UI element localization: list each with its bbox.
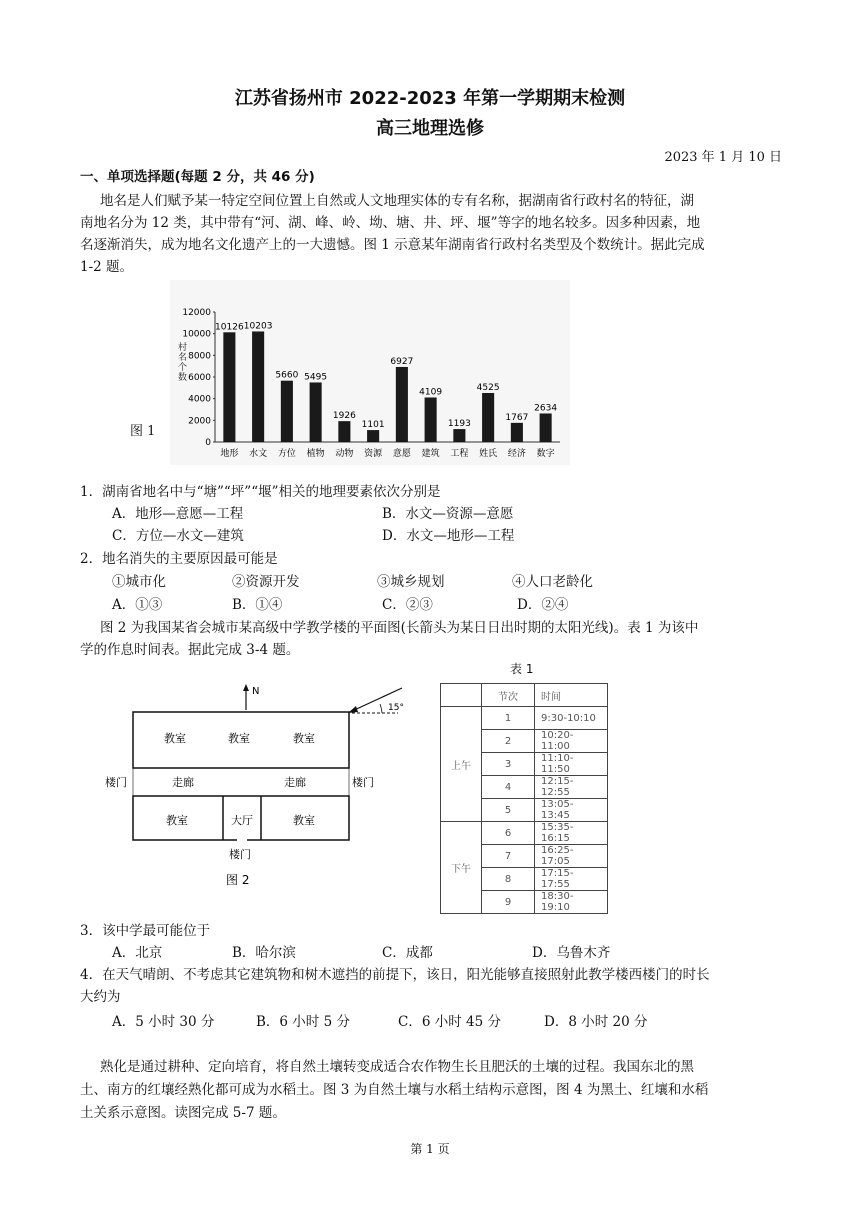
classroom-n2: 教室 (228, 732, 250, 745)
north-arrow-icon (243, 684, 249, 691)
bar-建筑 (425, 397, 437, 442)
q1-option-d[interactable]: D．水文—地形—工程 (382, 528, 515, 544)
stairs-south: 楼门 (229, 848, 251, 861)
q2-option-c[interactable]: C．②③ (382, 597, 433, 613)
q2-item-3: ③城乡规划 (377, 574, 445, 590)
intro-line-1: 地名是人们赋予某一特定空间位置上自然或人文地理实体的专有名称，据湖南省行政村名的特征，湖 (100, 193, 694, 209)
q3-option-d[interactable]: D．乌鲁木齐 (532, 945, 611, 961)
bar-value-label: 10126 (215, 322, 244, 333)
bar-value-label: 1926 (332, 411, 356, 422)
time-cell: 12:15-12:55 (535, 776, 608, 799)
x-category-label: 植物 (306, 449, 325, 459)
period-cell: 8 (482, 868, 535, 891)
time-cell: 18:30-19:10 (535, 891, 608, 914)
bar-value-label: 1193 (447, 419, 471, 430)
corridor-east: 走廊 (284, 776, 306, 789)
q4-option-d[interactable]: D．8 小时 20 分 (544, 1014, 648, 1030)
x-category-label: 意愿 (392, 449, 411, 459)
bar-value-label: 10203 (243, 321, 273, 332)
time-cell: 10:20-11:00 (535, 730, 608, 753)
y-tick-label: 0 (205, 438, 211, 448)
intro-line-3: 名逐渐消失，成为地名文化遗产上的一大遗憾。图 1 示意某年湖南省行政村名类型及个数统计。据此完成 (80, 237, 705, 253)
x-category-label: 地形 (220, 449, 239, 459)
intro3-line-2: 土、南方的红壤经熟化都可成为水稻土。图 3 为自然土壤与水稻土结构示意图，图 4 为黑土、红壤和水稻 (80, 1082, 709, 1098)
period-cell: 7 (482, 845, 535, 868)
q4-stem-line-2: 大约为 (80, 989, 121, 1005)
bar-数字 (540, 413, 552, 442)
time-cell: 17:15-17:55 (535, 868, 608, 891)
north-label: N (252, 686, 260, 697)
morning-label: 上午 (441, 707, 482, 822)
classroom-s1: 教室 (166, 814, 188, 827)
y-tick-label: 4000 (188, 394, 211, 405)
hall-label: 大厅 (231, 814, 253, 827)
period-cell: 1 (482, 707, 535, 730)
bar-经济 (511, 423, 523, 442)
bar-地形 (223, 332, 235, 442)
q2-option-a[interactable]: A．①③ (112, 597, 163, 613)
q3-stem: 3．该中学最可能位于 (80, 923, 211, 939)
q4-option-c[interactable]: C．6 小时 45 分 (398, 1014, 501, 1030)
q2-item-1: ①城市化 (112, 574, 166, 590)
figure1-label: 图 1 (130, 424, 156, 439)
bar-value-label: 5495 (304, 372, 328, 383)
period-cell: 3 (482, 753, 535, 776)
classroom-n1: 教室 (164, 732, 186, 745)
bar-value-label: 1101 (361, 420, 385, 431)
exam-date: 2023 年 1 月 10 日 (664, 150, 782, 165)
sun-angle-label: 15° (388, 703, 404, 713)
bar-工程 (453, 429, 465, 442)
figure2-label: 图 2 (226, 873, 250, 887)
intro2-line-2: 学的作息时间表。据此完成 3-4 题。 (80, 642, 300, 658)
q1-option-b[interactable]: B．水文—资源—意愿 (382, 506, 514, 522)
figure1-bar-chart (170, 280, 570, 465)
bar-value-label: 4109 (419, 387, 443, 398)
q2-item-4: ④人口老龄化 (512, 574, 593, 590)
afternoon-label: 下午 (441, 822, 482, 914)
section-heading: 一、单项选择题(每题 2 分，共 46 分) (80, 169, 315, 185)
stairs-east: 楼门 (352, 776, 374, 789)
intro-line-4: 1-2 题。 (80, 259, 134, 275)
time-cell: 13:05-13:45 (535, 799, 608, 822)
x-category-label: 经济 (507, 449, 526, 459)
period-cell: 2 (482, 730, 535, 753)
q4-option-b[interactable]: B．6 小时 5 分 (256, 1014, 350, 1030)
y-tick-label: 6000 (188, 373, 211, 383)
corridor-west: 走廊 (172, 776, 194, 789)
time-cell: 9:30-10:10 (535, 707, 608, 730)
exam-title: 江苏省扬州市 2022-2023 年第一学期期末检测 (234, 88, 626, 109)
bar-植物 (310, 382, 322, 442)
y-tick-label: 2000 (188, 416, 211, 427)
classroom-n3: 教室 (293, 732, 315, 745)
time-cell: 11:10-11:50 (535, 753, 608, 776)
x-category-label: 动物 (335, 449, 354, 459)
bar-水文 (252, 331, 264, 442)
q3-option-c[interactable]: C．成都 (382, 945, 433, 961)
x-category-label: 资源 (364, 449, 383, 459)
bar-姓氏 (482, 393, 494, 442)
table1-caption: 表 1 (510, 662, 534, 676)
time-cell: 15:35-16:15 (535, 822, 608, 845)
stairs-west: 楼门 (105, 776, 127, 789)
bar-value-label: 5660 (275, 370, 299, 381)
x-category-label: 水文 (249, 449, 268, 459)
intro3-line-3: 土关系示意图。读图完成 5-7 题。 (80, 1105, 286, 1121)
q3-option-b[interactable]: B．哈尔滨 (232, 945, 296, 961)
intro-line-2: 南地名分为 12 类，其中带有“河、湖、峰、岭、坳、塘、井、坪、堰”等字的地名较多。因多种因素，地 (80, 215, 701, 231)
bar-value-label: 4525 (476, 382, 500, 393)
period-cell: 6 (482, 822, 535, 845)
classroom-s2: 教室 (293, 814, 315, 827)
q4-stem-line-1: 4．在天气晴朗、不考虑其它建筑物和树木遮挡的前提下，该日，阳光能够直接照射此教学楼西楼门的时长 (80, 967, 710, 983)
x-category-label: 数字 (536, 449, 555, 459)
bar-方位 (281, 381, 293, 442)
table-header-period: 节次 (482, 684, 535, 707)
figure2-floor-plan (100, 680, 420, 890)
period-cell: 9 (482, 891, 535, 914)
q3-option-a[interactable]: A．北京 (112, 945, 163, 961)
q2-item-2: ②资源开发 (232, 574, 300, 590)
period-cell: 5 (482, 799, 535, 822)
intro3-line-1: 熟化是通过耕种、定向培育，将自然土壤转变成适合农作物生长且肥沃的土壤的过程。我国东北的黑 (100, 1059, 694, 1075)
bar-value-label: 6927 (390, 356, 414, 367)
x-category-label: 姓氏 (479, 449, 498, 459)
page-number: 第 1 页 (410, 1142, 450, 1156)
intro2-line-1: 图 2 为我国某省会城市某高级中学教学楼的平面图(长箭头为某日日出时期的太阳光线)。表 1 为该中 (100, 620, 699, 636)
q1-option-a[interactable]: A．地形—意愿—工程 (112, 506, 244, 522)
bar-value-label: 1767 (505, 412, 529, 423)
q2-option-b[interactable]: B．①④ (232, 597, 283, 613)
q2-option-d[interactable]: D．②④ (517, 597, 569, 613)
x-category-label: 工程 (450, 449, 469, 459)
bar-意愿 (396, 367, 408, 442)
bar-value-label: 2634 (534, 403, 558, 414)
time-cell: 16:25-17:05 (535, 845, 608, 868)
schedule-table (440, 683, 608, 914)
period-cell: 4 (482, 776, 535, 799)
q1-stem: 1．湖南省地名中与“塘”“坪”“堰”相关的地理要素依次分别是 (80, 484, 441, 500)
y-axis-label: 村名个数 (178, 343, 188, 383)
x-category-label: 建筑 (421, 449, 440, 459)
y-tick-label: 10000 (182, 329, 211, 340)
q4-option-a[interactable]: A．5 小时 30 分 (112, 1014, 215, 1030)
y-tick-label: 8000 (188, 351, 211, 362)
q2-stem: 2．地名消失的主要原因最可能是 (80, 551, 278, 567)
bar-资源 (367, 430, 379, 442)
table-header-time: 时间 (535, 684, 608, 707)
bar-动物 (338, 421, 350, 442)
q1-option-c[interactable]: C．方位—水文—建筑 (112, 528, 244, 544)
exam-subtitle: 高三地理选修 (376, 118, 484, 139)
x-category-label: 方位 (277, 449, 296, 459)
y-tick-label: 12000 (182, 308, 211, 318)
